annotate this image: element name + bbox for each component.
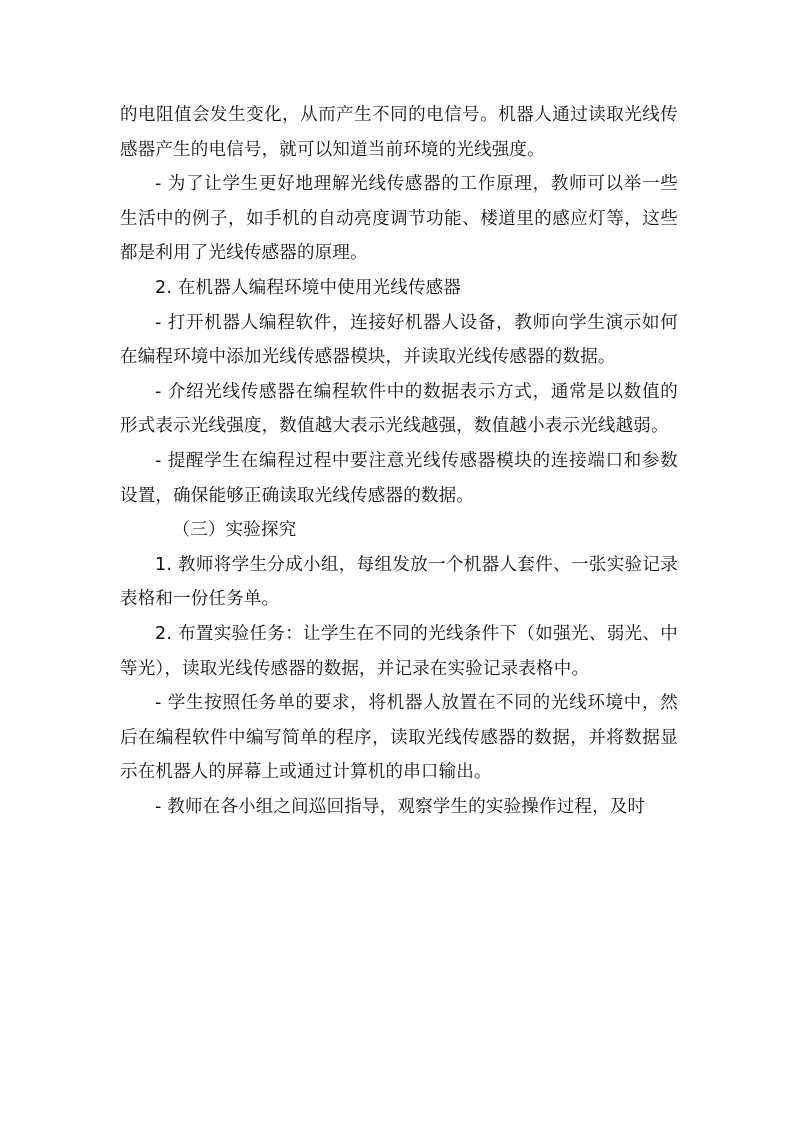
section-heading-programming-environment: 2. 在机器人编程环境中使用光线传感器 bbox=[155, 277, 462, 298]
body-paragraph-open-software: - 打开机器人编程软件，连接好机器人设备，教师向学生演示如何在编程环境中添加光线传感器模块，并读取光线传感器的数据。 bbox=[120, 312, 678, 368]
body-paragraph-continued: 的电阻值会发生变化，从而产生不同的电信号。机器人通过读取光线传感器产生的电信号，就可以知道当前环境的光线强度。 bbox=[120, 105, 678, 160]
body-paragraph-grouping: 1. 教师将学生分成小组，每组发放一个机器人套件、一张实验记录表格和一份任务单。 bbox=[120, 554, 678, 610]
body-paragraph-student-steps: - 学生按照任务单的要求，将机器人放置在不同的光线环境中，然后在编程软件中编写简单的程序，读取光线传感器的数据，并将数据显示在机器人的屏幕上或通过计算机的串口输出。 bbox=[120, 693, 678, 783]
body-paragraph-light-sensor-examples: - 为了让学生更好地理解光线传感器的工作原理，教师可以举一些生活中的例子，如手机的自动亮度调节功能、楼道里的感应灯等，这些都是利用了光线传感器的原理。 bbox=[120, 174, 678, 264]
body-paragraph-data-representation: - 介绍光线传感器在编程软件中的数据表示方式，通常是以数值的形式表示光线强度，数值越大表示光线越强，数值越小表示光线越弱。 bbox=[120, 381, 678, 437]
document-body bbox=[120, 98, 678, 824]
body-paragraph-teacher-guidance: - 教师在各小组之间巡回指导，观察学生的实验操作过程，及时 bbox=[155, 796, 646, 817]
section-heading-experiment: （三）实验探究 bbox=[172, 520, 297, 541]
body-paragraph-port-reminder: - 提醒学生在编程过程中要注意光线传感器模块的连接端口和参数设置，确保能够正确读取光线传感器的数据。 bbox=[120, 450, 678, 506]
body-paragraph-experiment-task: 2. 布置实验任务：让学生在不同的光线条件下（如强光、弱光、中等光），读取光线传感器的数据，并记录在实验记录表格中。 bbox=[120, 623, 678, 679]
